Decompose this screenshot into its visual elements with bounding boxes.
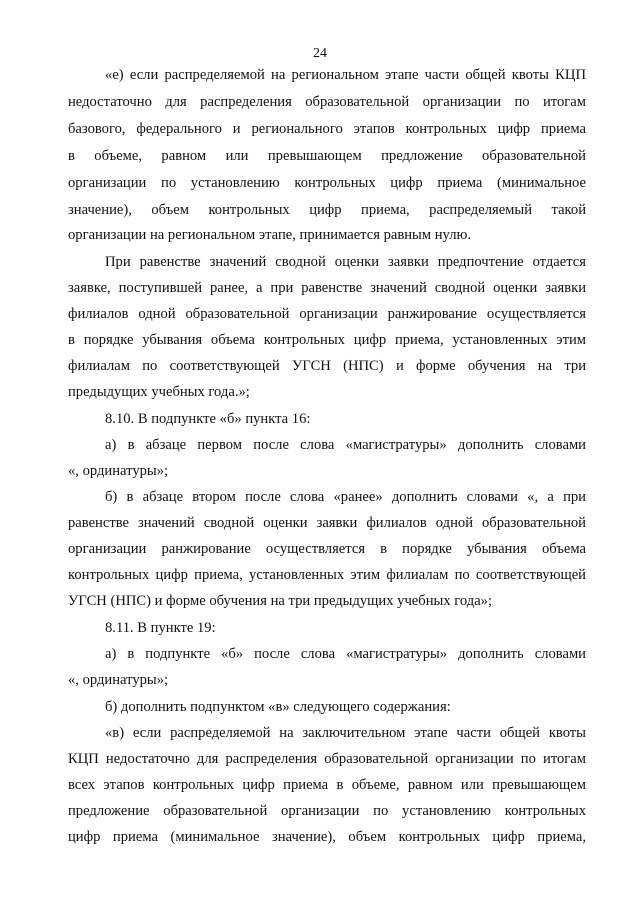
page-number: 24: [313, 46, 327, 61]
text-line: предложение образовательной организации по установлению контрольных: [68, 803, 586, 819]
text-line: КЦП недостаточно для распределения образовательной организации по итогам: [68, 751, 586, 767]
text-line: «, ординатуры»;: [68, 672, 169, 688]
text-line: При равенстве значений сводной оценки заявки предпочтение отдается: [105, 254, 586, 270]
text-line: а) в абзаце первом после слова «магистратуры» дополнить словами: [105, 437, 586, 453]
text-line: в порядке убывания объема контрольных цифр приема, установленных этим: [68, 332, 586, 348]
text-line: базового, федерального и регионального этапов контрольных цифр приема: [68, 121, 586, 137]
text-line: организации по установлению контрольных цифр приема (минимальное: [68, 175, 586, 191]
text-line: недостаточно для распределения образовательной организации по итогам: [68, 94, 586, 110]
text-line: филиалам по соответствующей УГСН (НПС) и форме обучения на три: [68, 358, 586, 374]
text-line: а) в подпункте «б» после слова «магистратуры» дополнить словами: [105, 646, 586, 662]
text-line: контрольных цифр приема, установленных этим филиалам по соответствующей: [68, 567, 586, 583]
text-line: «е) если распределяемой на региональном этапе части общей квоты КЦП: [105, 67, 586, 83]
text-line: всех этапов контрольных цифр приема в объеме, равном или превышающем: [68, 777, 586, 793]
text-line: равенстве значений сводной оценки заявки филиалов одной образовательной: [68, 515, 586, 531]
text-line: организации ранжирование осуществляется в порядке убывания объема: [68, 541, 586, 557]
text-line: б) дополнить подпунктом «в» следующего содержания:: [105, 699, 451, 715]
text-line: в объеме, равном или превышающем предложение образовательной: [68, 148, 586, 164]
text-line: цифр приема (минимальное значение), объем контрольных цифр приема,: [68, 829, 586, 845]
text-line: предыдущих учебных года.»;: [68, 384, 250, 400]
text-line: организации на региональном этапе, принимается равным нулю.: [68, 227, 472, 243]
section-heading: 8.11. В пункте 19:: [105, 620, 216, 636]
text-line: УГСН (НПС) и форме обучения на три предыдущих учебных года»;: [68, 593, 493, 609]
section-heading: 8.10. В подпункте «б» пункта 16:: [105, 411, 311, 427]
text-line: филиалов одной образовательной организации ранжирование осуществляется: [68, 306, 586, 322]
text-line: «в) если распределяемой на заключительном этапе части общей квоты: [105, 725, 586, 741]
text-line: заявке, поступившей ранее, а при равенстве значений сводной оценки заявки: [68, 280, 586, 296]
text-line: б) в абзаце втором после слова «ранее» дополнить словами «, а при: [105, 489, 586, 505]
text-line: значение), объем контрольных цифр приема, распределяемый такой: [68, 202, 586, 218]
text-line: «, ординатуры»;: [68, 463, 169, 479]
